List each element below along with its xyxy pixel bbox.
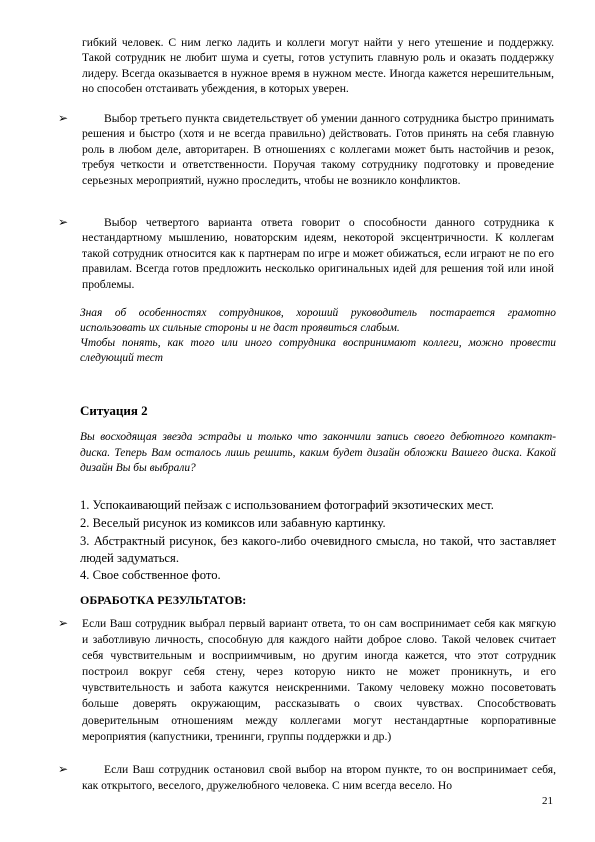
arrow-bullet-icon: ➢ (58, 215, 69, 229)
test-intro-note: Чтобы понять, как того или иного сотрудника воспринимают коллеги, можно провести следующий тест (80, 337, 556, 364)
result-second-text: Если Ваш сотрудник остановил свой выбор на втором пункте, то он воспринимает себя, как открытого, веселого, дружелюбного человека. С ним всегда весело. Но (82, 763, 556, 793)
result-first-text: Если Ваш сотрудник выбрал первый вариант ответа, то он сам воспринимает себя как мягкую и заботливую личность, способную для каждого найти доброе слово. Такой человек считает себя чувствительным и восприимчивым, но другим иногда кажется, что этот сотрудник построил вокруг себя стену, через которую никто не может проникнуть, и его чувствительность и забота кажутся неискренними. Такому человеку можно посоветовать больше доверять окружающим, рассказывать о своих чувствах. Способствовать доверительным отношениям между коллегами могут нестандартные корпоративные мероприятия (капустники, тренинги, группы поддержки и др.) (82, 617, 556, 743)
bullet-third-text: Выбор третьего пункта свидетельствует об умении данного сотрудника быстро принимать решения и быстро (хотя и не всегда правильно) действовать. Готов принять на себя главную роль в любом деле, авторитарен. В отношениях с коллегами может быть настойчив и резок, требуя четкости и ответственности. Поручая такому сотруднику подготовку и проведение серьезных мероприятий, нужно проследить, чтобы не возникло конфликтов. (82, 112, 554, 187)
results-title: ОБРАБОТКА РЕЗУЛЬТАТОВ: (80, 593, 247, 607)
option-4: 4. Свое собственное фото. (80, 568, 221, 582)
page-number: 21 (542, 795, 553, 807)
option-2: 2. Веселый рисунок из комиксов или забавную картинку. (80, 516, 386, 530)
option-1: 1. Успокаивающий пейзаж с использованием фотографий экзотических мест. (80, 498, 494, 512)
bullet-fourth-text: Выбор четвертого варианта ответа говорит о способности данного сотрудника к нестандартному мышлению, новаторским идеям, некоторой эксцентричности. К коллегам такой сотрудник относится как к партнерам по игре и может обижаться, если играют не по его правилам. Всегда готов предложить несколько оригинальных идей для решения той или иной проблемы. (82, 216, 554, 291)
manager-note: Зная об особенностях сотрудников, хороший руководитель постарается грамотно использовать их сильные стороны и не даст проявиться слабым. (80, 307, 556, 334)
option-3: 3. Абстрактный рисунок, без какого-либо очевидного смысла, но такой, что заставляет людей задуматься. (80, 534, 556, 565)
arrow-bullet-icon: ➢ (58, 616, 69, 630)
situation-text: Вы восходящая звезда эстрады и только что закончили запись своего дебютного компакт-диска. Теперь Вам осталось лишь решить, каким будет дизайн обложки Вашего диска. Какой дизайн Вы бы выбрали? (80, 431, 556, 475)
intro-paragraph: гибкий человек. С ним легко ладить и коллеги могут найти у него утешение и поддержку. Такой сотрудник не любит шума и суеты, готов уступить главную роль и оказать поддержку лидеру. Всегда оказывается в нужное время в нужном месте. Иногда кажется нерешительным, но способен отстаивать убеждения, в которых уверен. (82, 36, 554, 96)
situation-title: Ситуация 2 (80, 403, 148, 418)
arrow-bullet-icon: ➢ (58, 762, 69, 776)
arrow-bullet-icon: ➢ (58, 111, 69, 125)
